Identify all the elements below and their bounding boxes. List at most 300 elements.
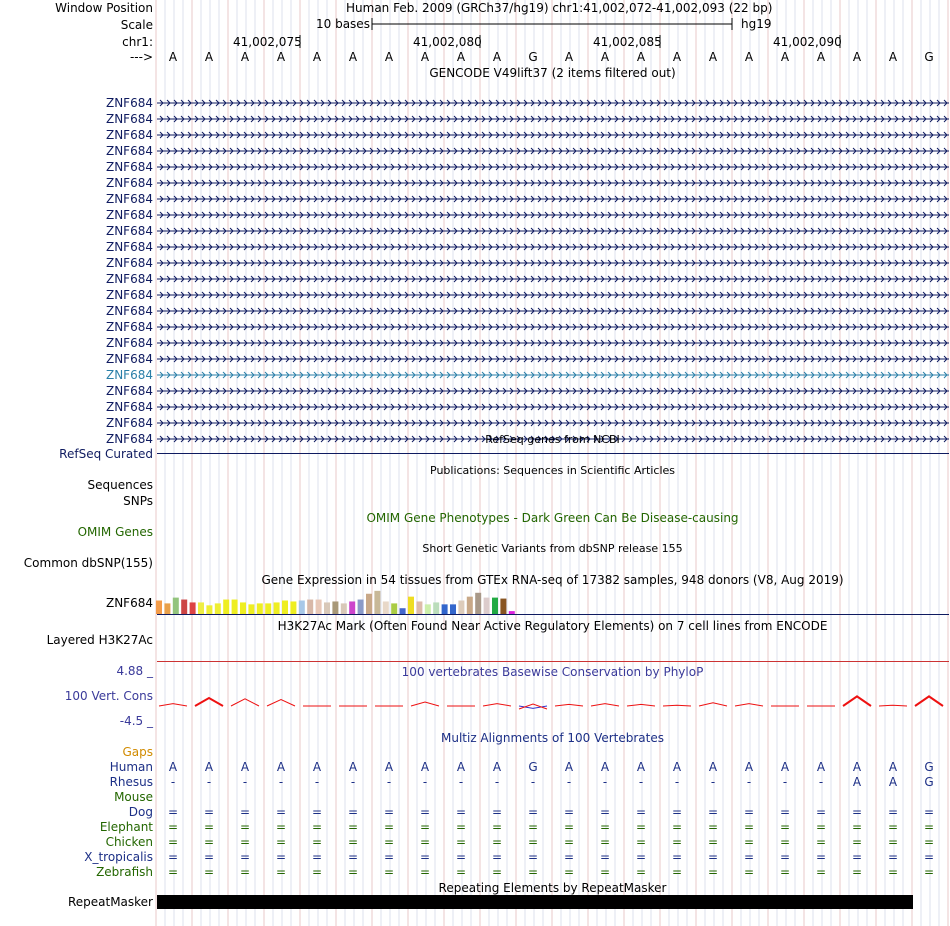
gtex-tissue-bar — [341, 603, 347, 614]
multiz-gaps-label[interactable]: Gaps — [122, 745, 153, 759]
multiz-alignment-char: = — [923, 820, 935, 834]
multiz-alignment-char: A — [348, 760, 358, 774]
multiz-alignment-char: = — [419, 820, 431, 834]
multiz-alignment-char: = — [527, 835, 539, 849]
sequence-base: A — [348, 50, 358, 64]
multiz-alignment-char: = — [887, 835, 899, 849]
phylop-score — [915, 696, 943, 706]
scale-text: 10 bases — [316, 17, 370, 31]
phylop-score — [879, 705, 907, 706]
repeatmasker-block[interactable] — [157, 895, 913, 909]
multiz-alignment-char: = — [239, 820, 251, 834]
gtex-tissue-bar — [181, 600, 187, 614]
multiz-alignment-char: = — [167, 865, 179, 879]
multiz-alignment-char: = — [311, 820, 323, 834]
multiz-alignment-char: = — [743, 820, 755, 834]
multiz-alignment-char: = — [419, 835, 431, 849]
multiz-alignment-char: = — [671, 850, 683, 864]
phylop-score — [159, 704, 187, 706]
scale-bar — [370, 16, 740, 32]
multiz-alignment-char: = — [203, 850, 215, 864]
gtex-tissue-bar — [156, 601, 162, 615]
scale-label: Scale — [120, 18, 153, 32]
gencode-gene-label[interactable]: ZNF684 — [105, 176, 153, 190]
sequence-base: A — [204, 50, 214, 64]
gtex-tissue-bar — [316, 600, 322, 614]
multiz-alignment-char: A — [564, 760, 574, 774]
position-tick-marks — [0, 34, 950, 50]
multiz-species-label[interactable]: Elephant — [99, 820, 153, 834]
multiz-alignment-char: = — [491, 835, 503, 849]
multiz-alignment-char: - — [314, 775, 320, 789]
multiz-alignment-char: = — [383, 835, 395, 849]
multiz-alignment-char: A — [600, 760, 610, 774]
multiz-alignment-char: = — [563, 805, 575, 819]
gencode-gene-label[interactable]: ZNF684 — [105, 400, 153, 414]
multiz-alignment-char: - — [422, 775, 428, 789]
phylop-score — [627, 704, 655, 706]
multiz-alignment-char: = — [563, 850, 575, 864]
multiz-alignment-char: A — [168, 760, 178, 774]
h3k27ac-label[interactable]: Layered H3K27Ac — [46, 633, 153, 647]
sequence-base: A — [312, 50, 322, 64]
repeatmasker-title: Repeating Elements by RepeatMasker — [438, 881, 667, 895]
gencode-transcript[interactable] — [157, 192, 949, 206]
gtex-tissue-bar — [299, 601, 305, 615]
multiz-alignment-char: - — [782, 775, 788, 789]
dbsnp-title: Short Genetic Variants from dbSNP release 155 — [422, 542, 683, 555]
multiz-alignment-char: = — [563, 865, 575, 879]
gencode-transcript[interactable] — [157, 208, 949, 222]
gtex-tissue-bar — [374, 591, 380, 614]
multiz-alignment-char: = — [491, 820, 503, 834]
sequence-base: A — [852, 50, 862, 64]
sequence-base: A — [492, 50, 502, 64]
multiz-alignment-char: - — [206, 775, 212, 789]
multiz-alignment-char: = — [743, 865, 755, 879]
sequence-base: A — [420, 50, 430, 64]
phylop-label[interactable]: 100 Vert. Cons — [64, 689, 153, 703]
multiz-species-label[interactable]: Chicken — [105, 835, 153, 849]
publications-label-snps[interactable]: SNPs — [123, 494, 153, 508]
gtex-tissue-bar — [349, 601, 355, 614]
position-tick: 41,002,090 — [773, 35, 842, 49]
gtex-tissue-bar — [450, 604, 456, 614]
multiz-alignment-char: = — [455, 865, 467, 879]
multiz-alignment-char: = — [347, 805, 359, 819]
multiz-alignment-char: A — [708, 760, 718, 774]
sequence-base: A — [780, 50, 790, 64]
gtex-tissue-bar — [282, 601, 288, 615]
repeatmasker-label[interactable]: RepeatMasker — [67, 895, 153, 909]
gtex-tissue-bar — [484, 598, 490, 614]
refseq-title: RefSeq genes from NCBI — [485, 433, 620, 446]
multiz-alignment-char: - — [818, 775, 824, 789]
gencode-transcript[interactable] — [157, 224, 949, 238]
multiz-alignment-char: = — [203, 865, 215, 879]
multiz-alignment-char: = — [815, 805, 827, 819]
multiz-alignment-char: = — [455, 820, 467, 834]
multiz-alignment-char: = — [635, 820, 647, 834]
multiz-alignment-char: = — [275, 865, 287, 879]
multiz-alignment-char: A — [636, 760, 646, 774]
phylop-score — [555, 704, 583, 706]
multiz-alignment-char: = — [383, 805, 395, 819]
sequence-base: A — [672, 50, 682, 64]
gtex-tissue-bar — [307, 600, 313, 614]
gtex-label[interactable]: ZNF684 — [105, 596, 153, 610]
multiz-alignment-char: = — [923, 865, 935, 879]
multiz-alignment-char: = — [707, 805, 719, 819]
multiz-alignment-char: A — [852, 775, 862, 789]
multiz-alignment-char: = — [671, 835, 683, 849]
gencode-transcript[interactable] — [157, 96, 949, 110]
multiz-alignment-char: - — [710, 775, 716, 789]
multiz-alignment-char: = — [275, 805, 287, 819]
multiz-alignment-char: = — [635, 865, 647, 879]
sequence-base: A — [708, 50, 718, 64]
multiz-alignment-char: - — [350, 775, 356, 789]
strand-label: ---> — [129, 50, 153, 64]
gtex-tissue-bar — [232, 600, 238, 614]
phylop-score — [231, 699, 259, 706]
phylop-title: 100 vertebrates Basewise Conservation by PhyloP — [401, 665, 704, 679]
gencode-title: GENCODE V49lift37 (2 items filtered out) — [429, 66, 676, 80]
multiz-species-label[interactable]: Rhesus — [109, 775, 153, 789]
multiz-alignment-char: = — [383, 865, 395, 879]
gencode-transcript[interactable] — [157, 384, 949, 398]
multiz-species-label[interactable]: Dog — [128, 805, 153, 819]
sequence-base: A — [564, 50, 574, 64]
multiz-alignment-char: G — [924, 760, 934, 774]
gtex-tissue-bar — [265, 603, 271, 614]
multiz-alignment-char: = — [923, 835, 935, 849]
multiz-alignment-char: = — [743, 805, 755, 819]
multiz-species-label[interactable]: Mouse — [114, 790, 153, 804]
multiz-alignment-char: = — [167, 805, 179, 819]
gtex-tissue-bar — [442, 604, 448, 614]
multiz-species-label[interactable]: Zebrafish — [96, 865, 153, 879]
multiz-alignment-char: = — [743, 850, 755, 864]
omim-title: OMIM Gene Phenotypes - Dark Green Can Be Disease-causing — [366, 511, 739, 525]
chrom-label: chr1: — [122, 35, 153, 49]
gtex-tissue-bar — [433, 602, 439, 614]
sequence-base: A — [456, 50, 466, 64]
multiz-alignment-char: = — [527, 820, 539, 834]
multiz-alignment-char: = — [671, 865, 683, 879]
gtex-tissue-bar — [164, 603, 170, 614]
multiz-alignment-char: = — [887, 850, 899, 864]
multiz-alignment-char: = — [419, 865, 431, 879]
phylop-score — [843, 696, 871, 706]
multiz-alignment-char: = — [311, 835, 323, 849]
phylop-score — [735, 704, 763, 706]
multiz-alignment-char: = — [203, 835, 215, 849]
multiz-alignment-char: = — [311, 805, 323, 819]
gencode-gene-label[interactable]: ZNF684 — [105, 368, 153, 382]
multiz-alignment-char: = — [779, 835, 791, 849]
multiz-alignment-char: = — [239, 835, 251, 849]
gencode-transcript[interactable] — [157, 352, 949, 366]
multiz-alignment-char: A — [888, 760, 898, 774]
multiz-alignment-char: = — [671, 805, 683, 819]
sequence-base: G — [528, 50, 538, 64]
sequence-base: A — [816, 50, 826, 64]
multiz-alignment-char: = — [419, 805, 431, 819]
multiz-alignment-char: = — [707, 850, 719, 864]
gencode-gene-label[interactable]: ZNF684 — [105, 112, 153, 126]
multiz-alignment-char: A — [384, 760, 394, 774]
assembly-title: Human Feb. 2009 (GRCh37/hg19) chr1:41,002,072-41,002,093 (22 bp) — [346, 1, 773, 15]
multiz-alignment-char: = — [635, 805, 647, 819]
multiz-alignment-char: G — [528, 760, 538, 774]
multiz-alignment-char: - — [602, 775, 608, 789]
window-position-label: Window Position — [55, 1, 153, 15]
phylop-score — [591, 704, 619, 706]
sequence-base: A — [600, 50, 610, 64]
gtex-tissue-bar — [248, 604, 254, 614]
multiz-alignment-char: = — [923, 850, 935, 864]
multiz-alignment-char: - — [494, 775, 500, 789]
gtex-tissue-bar — [290, 601, 296, 614]
gencode-gene-label[interactable]: ZNF684 — [105, 256, 153, 270]
dbsnp-label[interactable]: Common dbSNP(155) — [23, 556, 153, 570]
sequence-base: A — [240, 50, 250, 64]
multiz-alignment-char: = — [455, 835, 467, 849]
multiz-alignment-char: = — [239, 865, 251, 879]
gencode-transcript[interactable] — [157, 272, 949, 286]
gtex-baseline — [157, 614, 949, 615]
gencode-transcript[interactable] — [157, 368, 949, 382]
multiz-title: Multiz Alignments of 100 Vertebrates — [440, 731, 665, 745]
assembly-short: hg19 — [741, 17, 772, 31]
multiz-alignment-char: A — [852, 760, 862, 774]
phylop-score — [195, 698, 223, 706]
gtex-tissue-bar — [274, 602, 280, 614]
multiz-alignment-char: = — [779, 805, 791, 819]
gtex-tissue-bar — [257, 603, 263, 614]
gencode-gene-label[interactable]: ZNF684 — [105, 272, 153, 286]
multiz-alignment-char: = — [167, 850, 179, 864]
gencode-transcript[interactable] — [157, 144, 949, 158]
multiz-alignment-char: = — [527, 850, 539, 864]
gtex-tissue-bar — [332, 601, 338, 614]
gencode-gene-label[interactable]: ZNF684 — [105, 224, 153, 238]
gtex-tissue-bar — [240, 602, 246, 614]
multiz-alignment-char: - — [458, 775, 464, 789]
multiz-alignment-char: G — [924, 775, 934, 789]
phylop-chart[interactable] — [155, 690, 950, 714]
multiz-alignment-char: = — [851, 805, 863, 819]
multiz-alignment-char: = — [167, 835, 179, 849]
multiz-alignment-char: = — [347, 850, 359, 864]
gtex-tissue-bar — [215, 603, 221, 614]
phylop-score — [411, 702, 439, 706]
multiz-alignment-char: = — [707, 865, 719, 879]
gencode-transcript[interactable] — [157, 256, 949, 270]
sequence-base: A — [384, 50, 394, 64]
multiz-alignment-char: = — [383, 850, 395, 864]
phylop-score — [699, 703, 727, 706]
multiz-alignment-char: = — [887, 820, 899, 834]
gencode-transcript[interactable] — [157, 320, 949, 334]
multiz-alignment-char: = — [563, 820, 575, 834]
gencode-transcript[interactable] — [157, 240, 949, 254]
gtex-tissue-bar — [408, 597, 414, 614]
gencode-gene-label[interactable]: ZNF684 — [105, 288, 153, 302]
gencode-gene-label[interactable]: ZNF684 — [105, 432, 153, 446]
sequence-base: A — [888, 50, 898, 64]
multiz-alignment-char: A — [888, 775, 898, 789]
multiz-alignment-char: A — [492, 760, 502, 774]
publications-label-sequences[interactable]: Sequences — [87, 478, 153, 492]
gencode-gene-label[interactable]: ZNF684 — [105, 208, 153, 222]
multiz-alignment-char: = — [455, 850, 467, 864]
multiz-alignment-char: = — [707, 835, 719, 849]
gencode-gene-label[interactable]: ZNF684 — [105, 128, 153, 142]
multiz-alignment-char: = — [851, 820, 863, 834]
gencode-transcript[interactable] — [157, 336, 949, 350]
gencode-transcript[interactable] — [157, 176, 949, 190]
sequence-base: A — [168, 50, 178, 64]
multiz-alignment-char: = — [275, 820, 287, 834]
multiz-alignment-char: = — [239, 805, 251, 819]
gtex-tissue-bar — [358, 600, 364, 614]
sequence-base: A — [276, 50, 286, 64]
multiz-alignment-char: = — [419, 850, 431, 864]
multiz-alignment-char: = — [347, 865, 359, 879]
multiz-alignment-char: = — [815, 850, 827, 864]
phylop-score — [267, 700, 295, 706]
multiz-alignment-char: A — [780, 760, 790, 774]
multiz-alignment-char: A — [744, 760, 754, 774]
multiz-alignment-char: A — [420, 760, 430, 774]
gtex-tissue-bar — [500, 599, 506, 614]
gtex-tissue-bar — [206, 605, 212, 614]
sequence-base: A — [744, 50, 754, 64]
multiz-alignment-char: - — [242, 775, 248, 789]
multiz-alignment-char: - — [638, 775, 644, 789]
omim-label[interactable]: OMIM Genes — [77, 525, 153, 539]
multiz-alignment-char: - — [530, 775, 536, 789]
multiz-alignment-char: A — [672, 760, 682, 774]
multiz-alignment-char: = — [851, 850, 863, 864]
gtex-title: Gene Expression in 54 tissues from GTEx RNA-seq of 17382 samples, 948 donors (V8, Aug 2019) — [261, 573, 844, 587]
refseq-line[interactable] — [157, 453, 949, 454]
gencode-gene-label[interactable]: ZNF684 — [105, 416, 153, 430]
gencode-gene-label[interactable]: ZNF684 — [105, 192, 153, 206]
multiz-alignment-char: = — [635, 835, 647, 849]
multiz-alignment-char: = — [275, 835, 287, 849]
gencode-transcript[interactable] — [157, 288, 949, 302]
multiz-alignment-char: - — [674, 775, 680, 789]
multiz-alignment-char: A — [816, 760, 826, 774]
gtex-tissue-bar — [383, 601, 389, 614]
multiz-alignment-char: = — [779, 850, 791, 864]
gencode-transcript[interactable] — [157, 160, 949, 174]
multiz-species-label[interactable]: X_tropicalis — [84, 850, 153, 864]
multiz-alignment-char: = — [707, 820, 719, 834]
multiz-alignment-char: A — [276, 760, 286, 774]
gencode-transcript[interactable] — [157, 304, 949, 318]
multiz-alignment-char: = — [239, 850, 251, 864]
multiz-alignment-char: = — [347, 820, 359, 834]
multiz-alignment-char: = — [203, 805, 215, 819]
multiz-alignment-char: = — [563, 835, 575, 849]
multiz-alignment-char: = — [455, 805, 467, 819]
sequence-base: A — [636, 50, 646, 64]
gencode-gene-label[interactable]: ZNF684 — [105, 352, 153, 366]
multiz-alignment-char: = — [599, 865, 611, 879]
gencode-gene-label[interactable]: ZNF684 — [105, 336, 153, 350]
multiz-alignment-char: - — [566, 775, 572, 789]
gtex-tissue-bar — [475, 593, 481, 614]
h3k27ac-title: H3K27Ac Mark (Often Found Near Active Regulatory Elements) on 7 cell lines from ENCODE — [277, 619, 828, 633]
multiz-alignment-char: = — [167, 820, 179, 834]
multiz-alignment-char: = — [635, 850, 647, 864]
publications-title: Publications: Sequences in Scientific Articles — [430, 464, 675, 477]
gencode-transcript[interactable] — [157, 128, 949, 142]
multiz-alignment-char: = — [599, 850, 611, 864]
gencode-gene-label[interactable]: ZNF684 — [105, 144, 153, 158]
multiz-alignment-char: - — [170, 775, 176, 789]
gencode-gene-label[interactable]: ZNF684 — [105, 96, 153, 110]
gencode-gene-label[interactable]: ZNF684 — [105, 320, 153, 334]
gencode-gene-label[interactable]: ZNF684 — [105, 384, 153, 398]
multiz-alignment-char: = — [923, 805, 935, 819]
multiz-alignment-char: = — [851, 865, 863, 879]
phylop-score — [483, 704, 511, 706]
multiz-alignment-char: = — [851, 835, 863, 849]
gtex-tissue-bar — [425, 604, 431, 614]
multiz-alignment-char: = — [491, 865, 503, 879]
phylop-max: 4.88 _ — [116, 664, 153, 678]
multiz-alignment-char: = — [527, 865, 539, 879]
multiz-alignment-char: = — [347, 835, 359, 849]
multiz-alignment-char: = — [815, 865, 827, 879]
gencode-transcript[interactable] — [157, 400, 949, 414]
multiz-alignment-char: = — [311, 850, 323, 864]
gencode-transcript[interactable] — [157, 112, 949, 126]
multiz-alignment-char: = — [203, 820, 215, 834]
multiz-alignment-char: = — [599, 835, 611, 849]
multiz-alignment-char: - — [278, 775, 284, 789]
multiz-alignment-char: = — [671, 820, 683, 834]
gtex-tissue-bar — [173, 598, 179, 614]
sequence-base: G — [924, 50, 934, 64]
gencode-gene-label[interactable]: ZNF684 — [105, 240, 153, 254]
gtex-tissue-bar — [198, 602, 204, 614]
gencode-transcript[interactable] — [157, 416, 949, 430]
multiz-alignment-char: = — [491, 805, 503, 819]
multiz-alignment-char: - — [386, 775, 392, 789]
multiz-species-label[interactable]: Human — [109, 760, 153, 774]
multiz-alignment-char: A — [456, 760, 466, 774]
multiz-alignment-char: - — [746, 775, 752, 789]
gtex-chart[interactable] — [155, 586, 950, 614]
multiz-alignment-char: = — [491, 850, 503, 864]
gencode-gene-label[interactable]: ZNF684 — [105, 160, 153, 174]
gtex-tissue-bar — [324, 602, 330, 614]
gtex-tissue-bar — [458, 601, 464, 615]
refseq-label[interactable]: RefSeq Curated — [59, 447, 153, 461]
multiz-alignment-char: = — [779, 820, 791, 834]
gencode-gene-label[interactable]: ZNF684 — [105, 304, 153, 318]
multiz-alignment-char: = — [887, 805, 899, 819]
multiz-alignment-char: A — [240, 760, 250, 774]
multiz-alignment-char: = — [887, 865, 899, 879]
gtex-tissue-bar — [416, 601, 422, 614]
